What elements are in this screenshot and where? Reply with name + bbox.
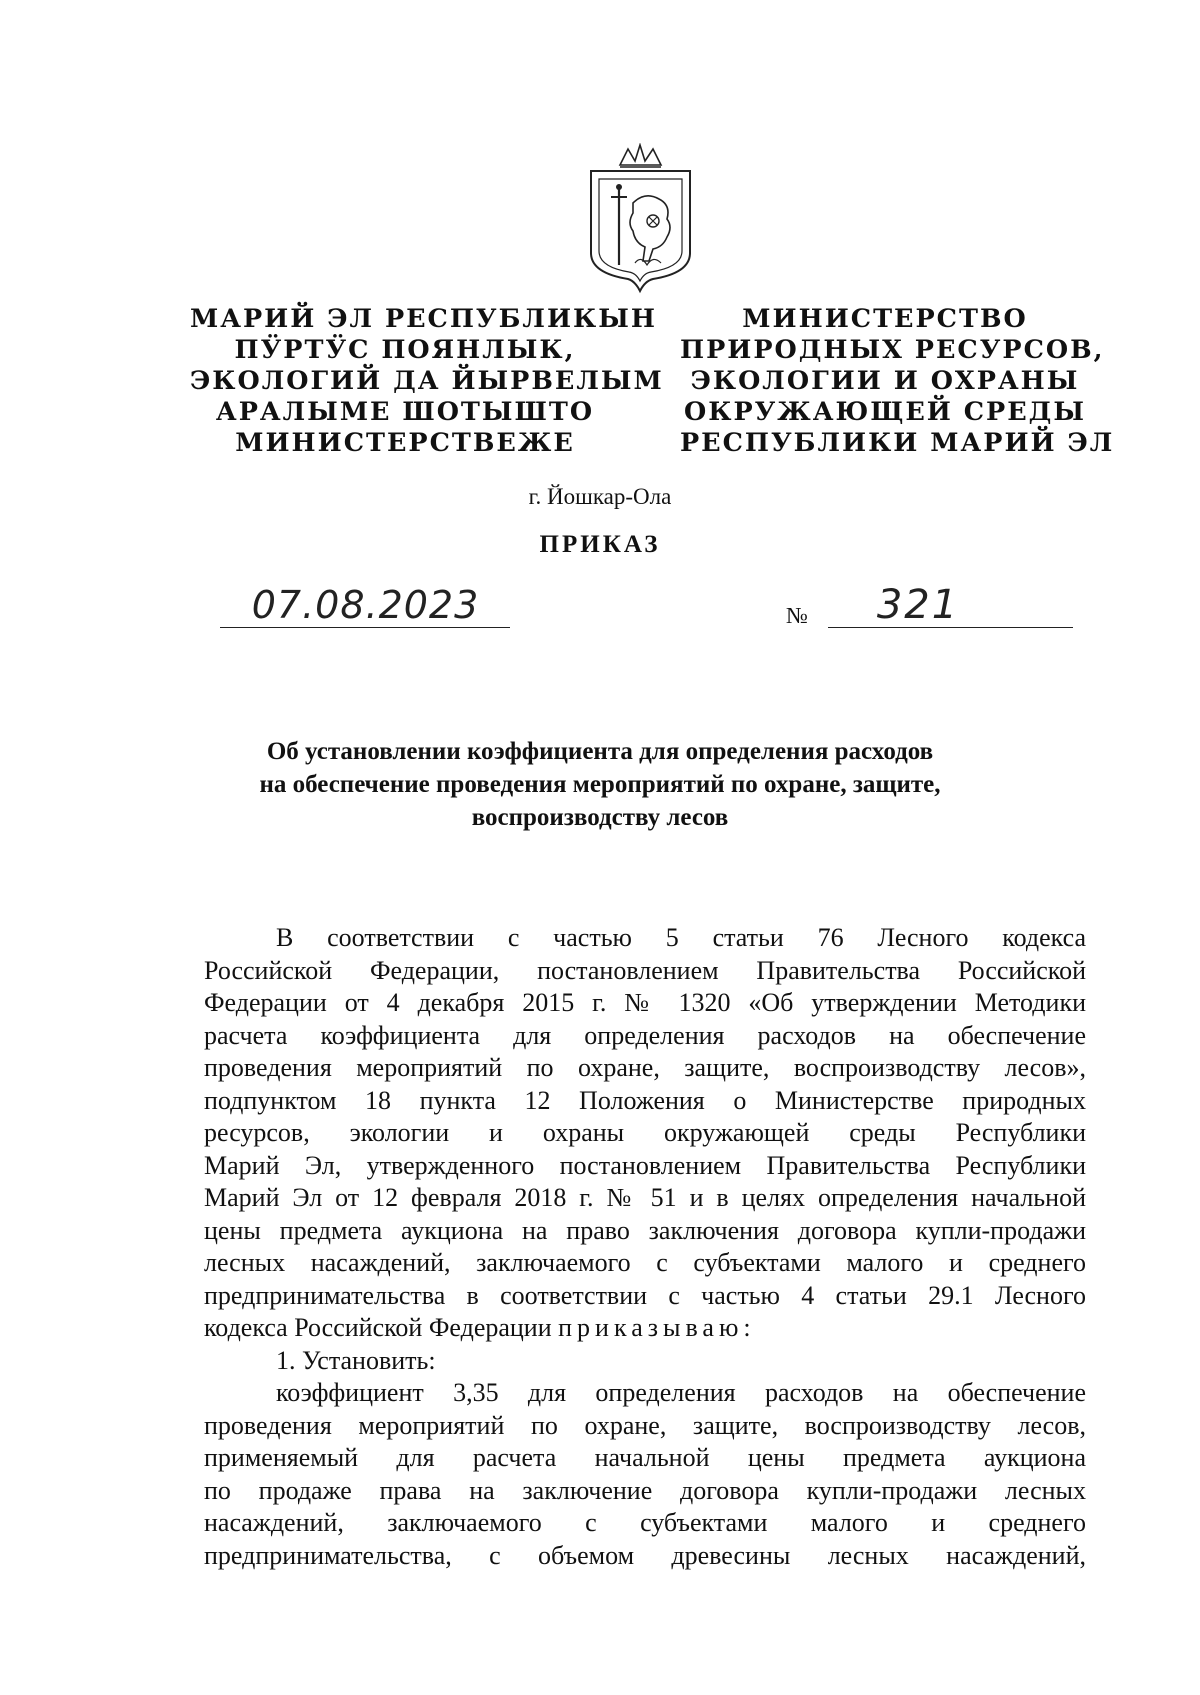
item-line: коэффициент 3,35 для определения расходов на обеспечение: [276, 1378, 1086, 1407]
header-right-line: ОКРУЖАЮЩЕЙ СРЕДЫ: [684, 397, 1086, 427]
body-line: проведения мероприятий по охране, защите, воспроизводству лесов»,: [204, 1053, 1086, 1082]
header-left-line: АРАЛЫМЕ ШОТЫШТО: [215, 397, 595, 427]
order-body: [204, 922, 1086, 1572]
order-subject: [150, 735, 1050, 834]
header-right-line: МИНИСТЕРСТВО: [742, 304, 1028, 334]
ministry-name-mari: [190, 304, 664, 459]
subject-line: воспроизводству лесов: [471, 804, 729, 831]
document-type-title: ПРИКАЗ: [539, 531, 661, 558]
subject-line: Об установлении коэффициента для определения расходов: [266, 738, 934, 765]
order-date: 07.08.2023: [251, 583, 480, 627]
body-line: лесных насаждений, заключаемого с субъектами малого и среднего: [204, 1248, 1086, 1277]
item-heading: 1. Установить:: [276, 1345, 436, 1375]
body-line-last: [204, 1312, 1086, 1345]
body-line: ресурсов, экологии и охраны окружающей среды Республики: [204, 1118, 1086, 1147]
body-line: подпунктом 18 пункта 12 Положения о Министерстве природных: [204, 1085, 1086, 1115]
body-line: расчета коэффициента для определения расходов на обеспечение: [204, 1020, 1086, 1050]
body-line: предпринимательства в соответствии с частью 4 статьи 29.1 Лесного: [204, 1280, 1086, 1310]
item-line: применяемый для расчета начальной цены предмета аукциона: [204, 1443, 1086, 1472]
order-number: 321: [876, 582, 960, 628]
body-line: Российской Федерации, постановлением Правительства Российской: [204, 955, 1086, 985]
header-left-line: ПӰРТӰС ПОЯНЛЫК,: [234, 335, 576, 365]
body-line: В соответствии с частью 5 статьи 76 Лесного кодекса: [276, 923, 1086, 952]
number-underline: [828, 627, 1073, 628]
subject-line: на обеспечение проведения мероприятий по охране, защите,: [259, 771, 941, 798]
body-line: кодекса Российской Федерации: [204, 1313, 552, 1342]
body-line: Марий Эл от 12 февраля 2018 г. № 51 и в целях определения начальной: [204, 1183, 1086, 1212]
header-right-line: ЭКОЛОГИИ И ОХРАНЫ: [690, 366, 1080, 396]
orders-word: приказываю:: [558, 1313, 756, 1342]
body-line: Марий Эл, утвержденного постановлением Правительства Республики: [204, 1150, 1086, 1180]
ministry-name-russian: [680, 304, 1115, 459]
header-right-line: РЕСПУБЛИКИ МАРИЙ ЭЛ: [680, 428, 1115, 458]
item-line: насаждений, заключаемого с субъектами малого и среднего: [204, 1508, 1086, 1537]
item-line: предпринимательства, с объемом древесины лесных насаждений,: [204, 1540, 1086, 1570]
item-line: по продаже права на заключение договора купли-продажи лесных: [204, 1475, 1086, 1505]
header-left-line: ЭКОЛОГИЙ ДА ЙЫРВЕЛЫМ: [190, 366, 664, 396]
header-left-line: МИНИСТЕРСТВЕЖЕ: [235, 428, 575, 458]
header-left-line: МАРИЙ ЭЛ РЕСПУБЛИКЫН: [190, 304, 657, 334]
coat-of-arms-icon: [583, 143, 698, 295]
body-line: Федерации от 4 декабря 2015 г. № 1320 «Об утверждении Методики: [204, 988, 1086, 1017]
item-line: проведения мероприятий по охране, защите, воспроизводству лесов,: [204, 1410, 1086, 1440]
city-name: г. Йошкар-Ола: [528, 484, 672, 509]
body-line: цены предмета аукциона на право заключения договора купли-продажи: [204, 1215, 1086, 1245]
header-right-line: ПРИРОДНЫХ РЕСУРСОВ,: [680, 335, 1105, 365]
date-underline: [220, 627, 510, 628]
number-sign: №: [786, 603, 808, 628]
